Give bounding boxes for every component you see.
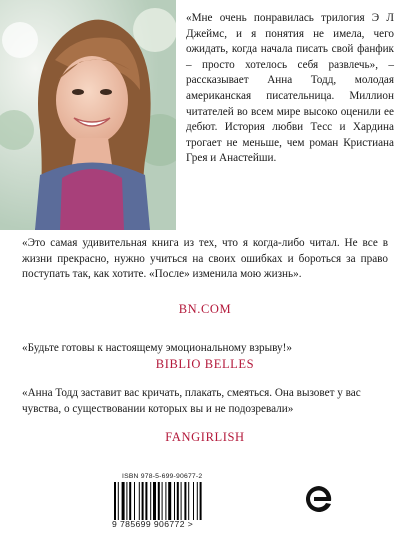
isbn-block	[112, 473, 238, 529]
isbn-label: ISBN 978-5-699-90677-2	[122, 473, 203, 480]
publisher-logo-icon	[305, 484, 333, 514]
review-source-1: BN.COM	[178, 302, 232, 316]
review-quote-2: «Будьте готовы к настоящему эмоциональному взрыву!»	[22, 342, 292, 354]
review-source-3: FANGIRLISH	[165, 430, 245, 444]
barcode-icon	[112, 482, 228, 520]
author-portrait-illustration	[0, 0, 176, 230]
intro-paragraph: «Мне очень понравилась трилогия Э Л Джеймс, и я понятия не имела, чего ожидать, когда начала писать свой фанфик – просто хотелось себя развлечь», – рассказывает Анна Тодд, молодая американская писательница. Миллион читателей во всем мире высоко оценили ее дебют. История любви Тесс и Хардина трогает не меньше, чем роман Кристиана Грея и Анастейши.	[186, 12, 394, 165]
review-quote-3: «Анна Тодд заставит вас кричать, плакать, смеяться. Она вызовет у вас чувства, о существовании которых вы и не подозревали»	[22, 387, 361, 415]
author-photo	[0, 0, 176, 230]
review-source-2: BIBLIO BELLES	[155, 357, 255, 371]
isbn-digits: 9 785699 906772 >	[112, 519, 194, 529]
review-quote-1: «Это самая удивительная книга из тех, что я когда-либо читал. Не все в жизни прекрасно, нужно учиться на своих ошибках и бороться за право поступать так, как хотите. «После» изменила мою жизнь».	[22, 237, 388, 281]
